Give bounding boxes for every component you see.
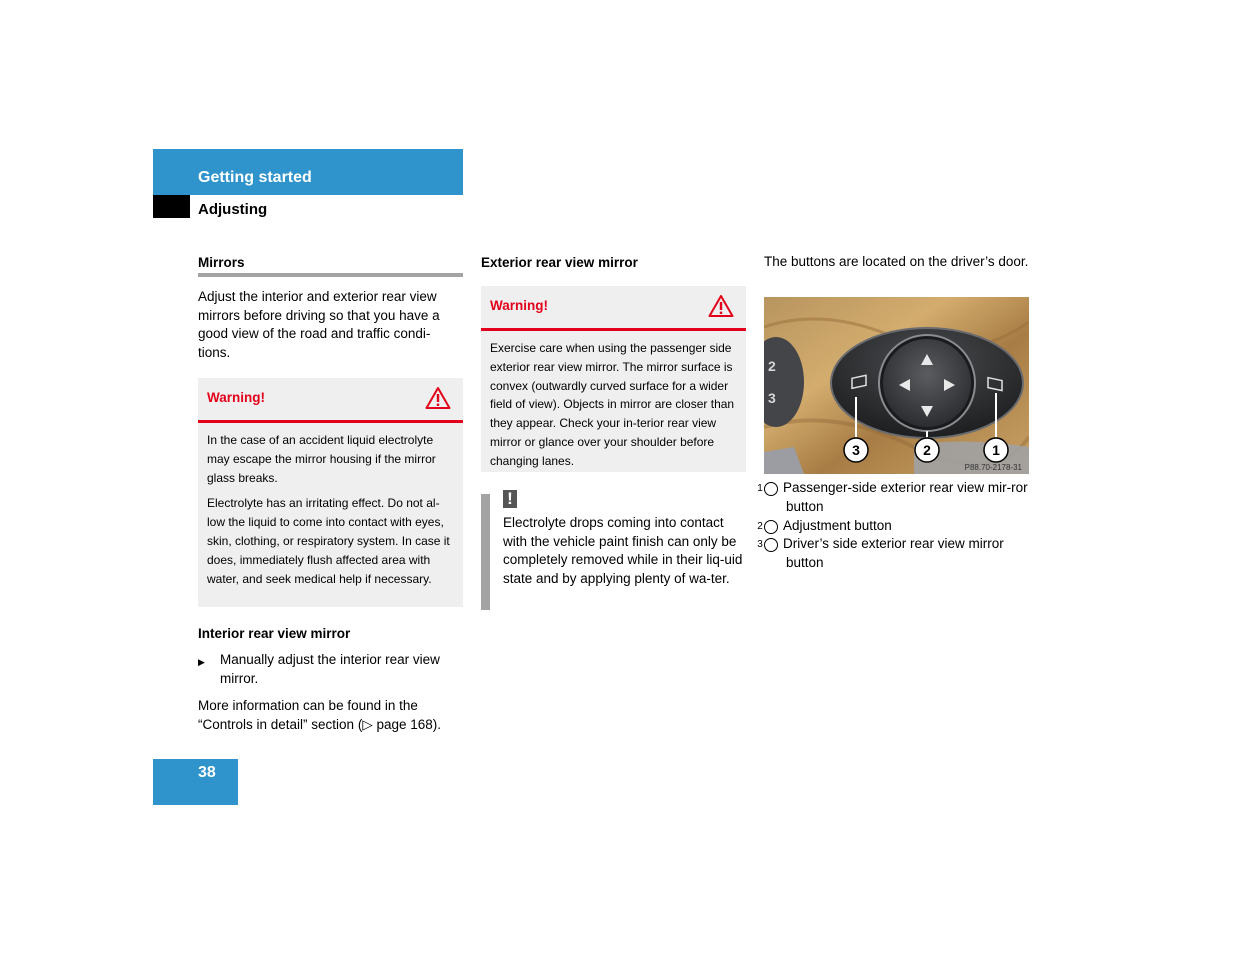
more-info-text: More information can be found in the “Controls in detail” section (▷ page 168). bbox=[198, 698, 441, 732]
legend-number: 2 bbox=[764, 520, 778, 534]
callout-2: 2 bbox=[923, 442, 931, 458]
electrolyte-warning-box bbox=[198, 378, 463, 607]
left-digit-3: 3 bbox=[768, 390, 776, 406]
legend-number: 1 bbox=[764, 482, 778, 496]
mirror-control-illustration bbox=[764, 297, 1029, 474]
heading-rule bbox=[198, 273, 463, 277]
warning-triangle-icon bbox=[425, 386, 451, 410]
subsection-marker bbox=[153, 195, 190, 218]
convex-mirror-warning-box bbox=[481, 286, 746, 472]
subsection-title: Adjusting bbox=[198, 201, 268, 218]
mirrors-intro: Adjust the interior and exterior rear view mirrors before driving so that you have a good view of the road and traffic condi-tions. bbox=[198, 289, 440, 360]
legend-item-3 bbox=[757, 535, 1034, 572]
left-digit-2: 2 bbox=[768, 358, 776, 374]
warning-header bbox=[198, 378, 463, 423]
instruction-text: Manually adjust the interior rear view mirror. bbox=[220, 652, 440, 686]
interior-mirror-instruction bbox=[198, 651, 463, 688]
warning-body bbox=[198, 423, 463, 601]
callout-3: 3 bbox=[852, 442, 860, 458]
mirror-control-photo bbox=[764, 297, 1029, 474]
note-text: Electrolyte drops coming into contact with the vehicle paint finish can only be completely removed while in their liq-uid state and by applying plenty of wa-ter. bbox=[503, 515, 743, 586]
warning-body bbox=[481, 331, 746, 484]
mirrors-heading: Mirrors bbox=[198, 255, 245, 270]
note-side-bar bbox=[481, 494, 490, 610]
image-code: P88.70-2178-31 bbox=[964, 463, 1022, 472]
warning-paragraph-1: In the case of an accident liquid electrolyte may escape the mirror housing if the mirror glass breaks. bbox=[207, 433, 436, 485]
warning-text: Exercise care when using the passenger side exterior rear view mirror. The mirror surface is convex (outwardly curved surface for a wider field of view). Objects in mirror are closer than they appear. Check your in-terior rear view mirror or glance over your shoulder before changing lanes. bbox=[490, 341, 735, 468]
legend-item-2 bbox=[757, 517, 1034, 536]
interior-mirror-heading: Interior rear view mirror bbox=[198, 626, 351, 641]
legend-text: Driver’s side exterior rear view mirror button bbox=[783, 536, 1004, 570]
section-title: Getting started bbox=[198, 169, 312, 186]
warning-triangle-icon bbox=[708, 294, 734, 318]
note-exclamation-icon: ! bbox=[503, 490, 517, 508]
bullet-arrow-icon: ▶ bbox=[198, 657, 205, 667]
page-number: 38 bbox=[198, 764, 216, 781]
buttons-location-text: The buttons are located on the driver’s door. bbox=[764, 254, 1029, 269]
legend-text: Passenger-side exterior rear view mir-ror button bbox=[783, 480, 1028, 514]
legend-item-1 bbox=[757, 479, 1034, 516]
exterior-mirror-heading: Exterior rear view mirror bbox=[481, 255, 638, 270]
warning-header bbox=[481, 286, 746, 331]
page-number-box bbox=[153, 759, 238, 805]
callout-1: 1 bbox=[992, 442, 1000, 458]
warning-paragraph-2: Electrolyte has an irritating effect. Do not al-low the liquid to come into contact with eyes, skin, clothing, or respiratory system. In case it does, immediately flush affected area with water, and seek medical help if necessary. bbox=[207, 496, 450, 586]
warning-label: Warning! bbox=[490, 298, 548, 313]
legend-text: Adjustment button bbox=[783, 518, 892, 533]
legend-number: 3 bbox=[764, 538, 778, 552]
warning-label: Warning! bbox=[207, 390, 265, 405]
